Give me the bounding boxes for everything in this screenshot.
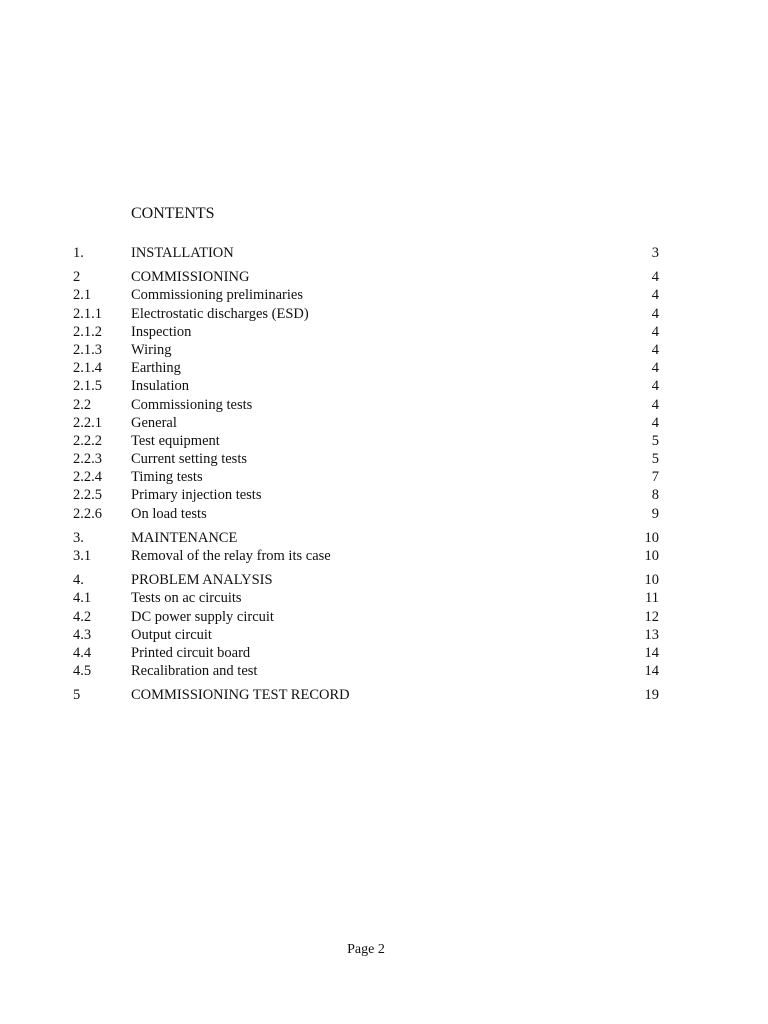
toc-entry-page: 10 xyxy=(644,572,659,589)
toc-entry-number: 4.5 xyxy=(73,663,92,680)
toc-entry-page: 19 xyxy=(644,687,659,704)
toc-entry[interactable] xyxy=(73,547,659,565)
toc-entry-number: 2.2.1 xyxy=(73,414,102,431)
toc-entry-title: Earthing xyxy=(131,360,181,377)
toc-entry-title: Electrostatic discharges (ESD) xyxy=(131,305,309,322)
toc-entry-number: 2.2 xyxy=(73,396,92,413)
toc-entry-number: 2.1 xyxy=(73,287,92,304)
toc-entry-page: 4 xyxy=(651,305,659,322)
toc-entry-title: DC power supply circuit xyxy=(131,608,274,625)
page-number: Page 2 xyxy=(347,942,385,957)
toc-entry-title: MAINTENANCE xyxy=(131,529,238,546)
toc-entry-page: 4 xyxy=(651,269,659,286)
toc-entry[interactable] xyxy=(73,571,659,589)
toc-entry-number: 2.2.3 xyxy=(73,451,102,468)
toc-entry-title: Inspection xyxy=(131,323,192,340)
toc-entry[interactable] xyxy=(73,359,659,377)
toc-entry-number: 2.1.1 xyxy=(73,305,102,322)
toc-entry-title: Commissioning tests xyxy=(131,396,253,413)
toc-entry[interactable] xyxy=(73,505,659,523)
toc-entry-title: Insulation xyxy=(131,378,189,395)
toc-entry[interactable] xyxy=(73,396,659,414)
toc-entry[interactable] xyxy=(73,626,659,644)
toc-entry[interactable] xyxy=(73,244,659,262)
toc-entry-title: Test equipment xyxy=(131,432,220,449)
toc-entry[interactable] xyxy=(73,686,659,704)
toc-entry-number: 2 xyxy=(73,269,81,286)
toc-entry-title: Timing tests xyxy=(131,469,203,486)
toc-entry-number: 4.3 xyxy=(73,626,92,643)
toc-entry-number: 2.2.4 xyxy=(73,469,102,486)
toc-entry[interactable] xyxy=(73,414,659,432)
toc-entry-number: 2.1.2 xyxy=(73,323,102,340)
toc-section xyxy=(73,529,659,565)
toc-entry-number: 4.1 xyxy=(73,590,92,607)
toc-section xyxy=(73,268,659,523)
toc-entry-page: 5 xyxy=(651,432,659,449)
toc-entry-page: 10 xyxy=(644,548,659,564)
toc-entry-title: Primary injection tests xyxy=(131,487,262,504)
toc-entry[interactable] xyxy=(73,589,659,607)
toc-entry-title: COMMISSIONING xyxy=(131,269,250,286)
toc-entry-title: Recalibration and test xyxy=(131,663,258,680)
toc-entry-number: 2.1.3 xyxy=(73,341,102,358)
toc-entry-title: Current setting tests xyxy=(131,451,247,468)
toc-entry[interactable] xyxy=(73,377,659,395)
toc-entry-title: Tests on ac circuits xyxy=(131,590,242,607)
toc-entry-title: On load tests xyxy=(131,505,207,522)
toc-entry-title: Output circuit xyxy=(131,626,212,643)
toc-entry-page: 7 xyxy=(651,469,659,486)
toc-entry-number: 2.2.6 xyxy=(73,505,102,522)
toc-entry-number: 3.1 xyxy=(73,548,92,564)
page-footer xyxy=(0,941,732,959)
toc-entry-title: Commissioning preliminaries xyxy=(131,287,303,304)
toc-entry-title: INSTALLATION xyxy=(131,245,234,261)
toc-entry-page: 4 xyxy=(651,287,659,304)
toc-entry-page: 4 xyxy=(651,360,659,377)
toc-entry[interactable] xyxy=(73,529,659,547)
contents-heading: CONTENTS xyxy=(131,205,215,222)
toc-section xyxy=(73,686,659,704)
toc-entry-number: 5 xyxy=(73,687,81,704)
toc-entry[interactable] xyxy=(73,341,659,359)
toc-entry-number: 3. xyxy=(73,529,84,546)
toc-entry[interactable] xyxy=(73,608,659,626)
toc-entry-title: Wiring xyxy=(131,341,172,358)
toc-entry[interactable] xyxy=(73,662,659,680)
toc-entry[interactable] xyxy=(73,323,659,341)
toc-entry[interactable] xyxy=(73,305,659,323)
toc-entry-page: 4 xyxy=(651,341,659,358)
toc-entry[interactable] xyxy=(73,286,659,304)
toc-entry-number: 1. xyxy=(73,245,84,261)
toc-entry-number: 4.4 xyxy=(73,644,92,661)
toc-entry-number: 2.2.5 xyxy=(73,487,102,504)
toc-entry-title: General xyxy=(131,414,177,431)
toc-entry-page: 14 xyxy=(644,663,659,680)
toc-entry-page: 4 xyxy=(651,414,659,431)
toc-entry[interactable] xyxy=(73,468,659,486)
toc-entry-number: 4. xyxy=(73,572,84,589)
toc-entry-page: 10 xyxy=(644,529,659,546)
toc-entry[interactable] xyxy=(73,268,659,286)
toc-entry-page: 8 xyxy=(651,487,659,504)
toc-entry[interactable] xyxy=(73,450,659,468)
toc-section xyxy=(73,244,659,262)
toc-entry-number: 2.1.4 xyxy=(73,360,102,377)
toc-entry[interactable] xyxy=(73,486,659,504)
toc-entry-title: Printed circuit board xyxy=(131,644,251,661)
toc-entry[interactable] xyxy=(73,644,659,662)
toc-entry-title: COMMISSIONING TEST RECORD xyxy=(131,687,350,704)
toc-entry-page: 9 xyxy=(651,505,659,522)
toc-entry-page: 5 xyxy=(651,451,659,468)
toc-entry-page: 13 xyxy=(644,626,659,643)
toc-entry-title: PROBLEM ANALYSIS xyxy=(131,572,273,589)
toc-entry-number: 2.2.2 xyxy=(73,432,102,449)
toc-entry-number: 2.1.5 xyxy=(73,378,102,395)
toc-entry[interactable] xyxy=(73,432,659,450)
toc-section xyxy=(73,571,659,680)
toc-entry-page: 14 xyxy=(644,644,659,661)
table-of-contents xyxy=(73,244,659,711)
toc-entry-page: 11 xyxy=(645,590,659,607)
toc-entry-page: 3 xyxy=(651,245,659,261)
toc-entry-page: 12 xyxy=(644,608,659,625)
toc-entry-number: 4.2 xyxy=(73,608,92,625)
toc-entry-page: 4 xyxy=(651,396,659,413)
toc-entry-page: 4 xyxy=(651,378,659,395)
toc-entry-title: Removal of the relay from its case xyxy=(131,548,331,564)
toc-entry-page: 4 xyxy=(651,323,659,340)
